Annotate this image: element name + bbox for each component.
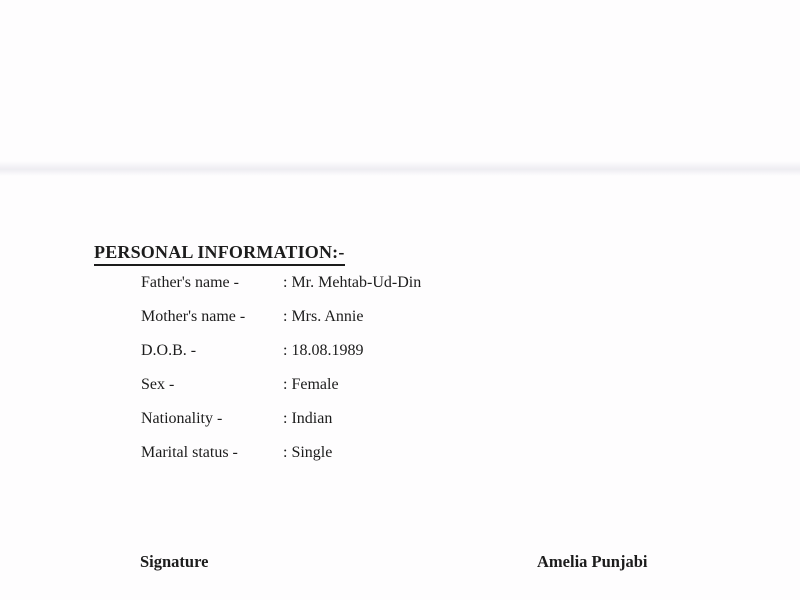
info-label: Father's name - [141,274,239,291]
info-row-marital-status [141,436,421,470]
info-row-mothers-name [141,300,421,334]
section-heading [94,242,345,266]
info-value: : Mr. Mehtab-Ud-Din [283,274,422,291]
info-label: D.O.B. - [141,342,197,359]
info-label: Sex - [141,376,175,393]
signature-name: Amelia Punjabi [537,552,648,571]
info-value: : Mrs. Annie [283,308,364,325]
info-value: : Single [283,444,333,461]
info-label: Marital status - [141,444,238,461]
info-row-nationality [141,402,421,436]
info-value: : 18.08.1989 [283,342,364,359]
info-row-dob [141,334,421,368]
section-heading-text: PERSONAL INFORMATION:- [94,242,345,266]
info-label: Mother's name - [141,308,246,325]
info-value: : Female [283,376,339,393]
personal-info-list [141,266,421,470]
info-row-fathers-name [141,266,421,300]
info-row-sex [141,368,421,402]
info-value: : Indian [283,410,333,427]
page-break-divider [0,161,800,176]
info-label: Nationality - [141,410,223,427]
signature-label: Signature [140,552,209,571]
